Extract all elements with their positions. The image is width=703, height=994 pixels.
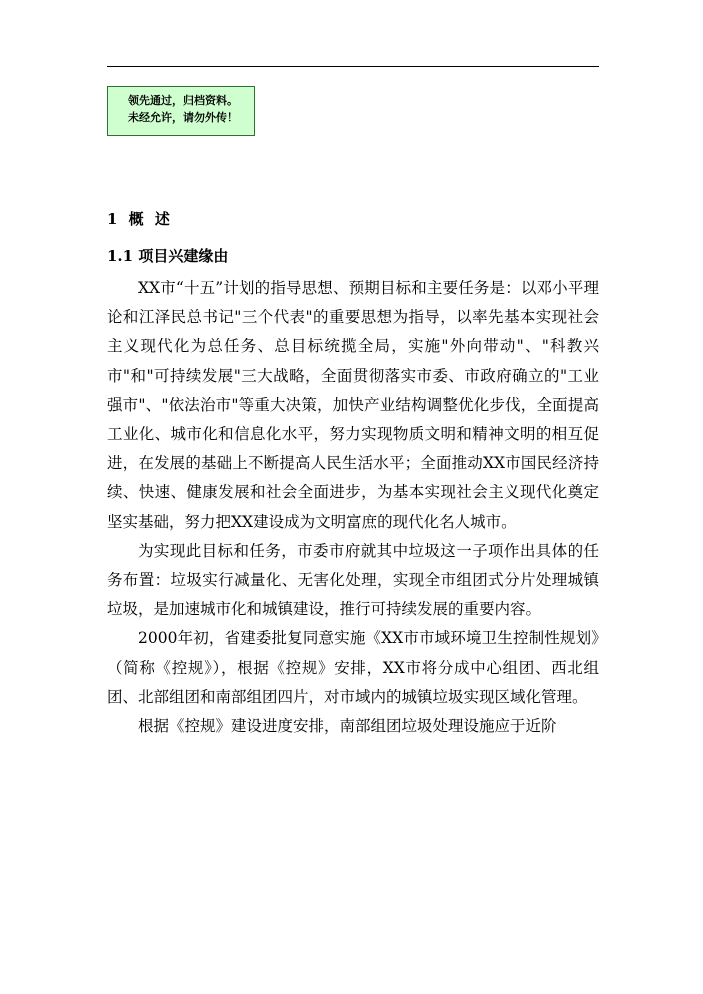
- paragraph-construction-schedule: 根据《控规》建设进度安排，南部组团垃圾处理设施应于近阶: [138, 717, 557, 736]
- body-text: [107, 274, 599, 741]
- notice-line-restricted: 未经允许，请勿外传！: [128, 111, 238, 124]
- paragraph-task-arrangement: 为实现此目标和任务，市委市府就其中垃圾这一子项作出具体的任务布置：垃圾实行减量化、无害化处理，实现全市组团式分片处理城镇垃圾，是加速城市化和城镇建设，推行可持续发展的重要内容。: [107, 541, 599, 619]
- confidentiality-notice: [107, 86, 255, 136]
- paragraph-regional-planning: 2000年初，省建委批复同意实施《XX市市域环境卫生控制性规划》（简称《控规》），根据《控规》安排，XX市将分成中心组团、西北组团、北部组团和南部组团四片，对市域内的城镇垃圾实现区域化管理。: [107, 629, 599, 706]
- section-heading: 1 概 述: [107, 210, 173, 228]
- subsection-heading: 1.1 项目兴建缘由: [107, 247, 229, 265]
- notice-line-approved: 领先通过，归档资料。: [128, 94, 238, 107]
- paragraph-plan-guidelines: XX市“十五”计划的指导思想、预期目标和主要任务是：以邓小平理论和江泽民总书记"三个代表"的重要思想为指导，以率先基本实现社会主义现代化为总任务、总目标统揽全局，实施"外向带动"、"科教兴市"和"可持续发展"三大战略，全面贯彻落实市委、市政府确立的"工业强市"、"依法治市"等重大决策，加快产业结构调整优化步伐，全面提高工业化、城市化和信息化水平，努力实现物质文明和精神文明的相互促进，在发展的基础上不断提高人民生活水平；全面推动XX市国民经济持续、快速、健康发展和社会全面进步，为基本实现社会主义现代化奠定坚实基础，努力把XX建设成为文明富庶的现代化名人城市。: [107, 279, 599, 531]
- header-rule: [107, 66, 599, 67]
